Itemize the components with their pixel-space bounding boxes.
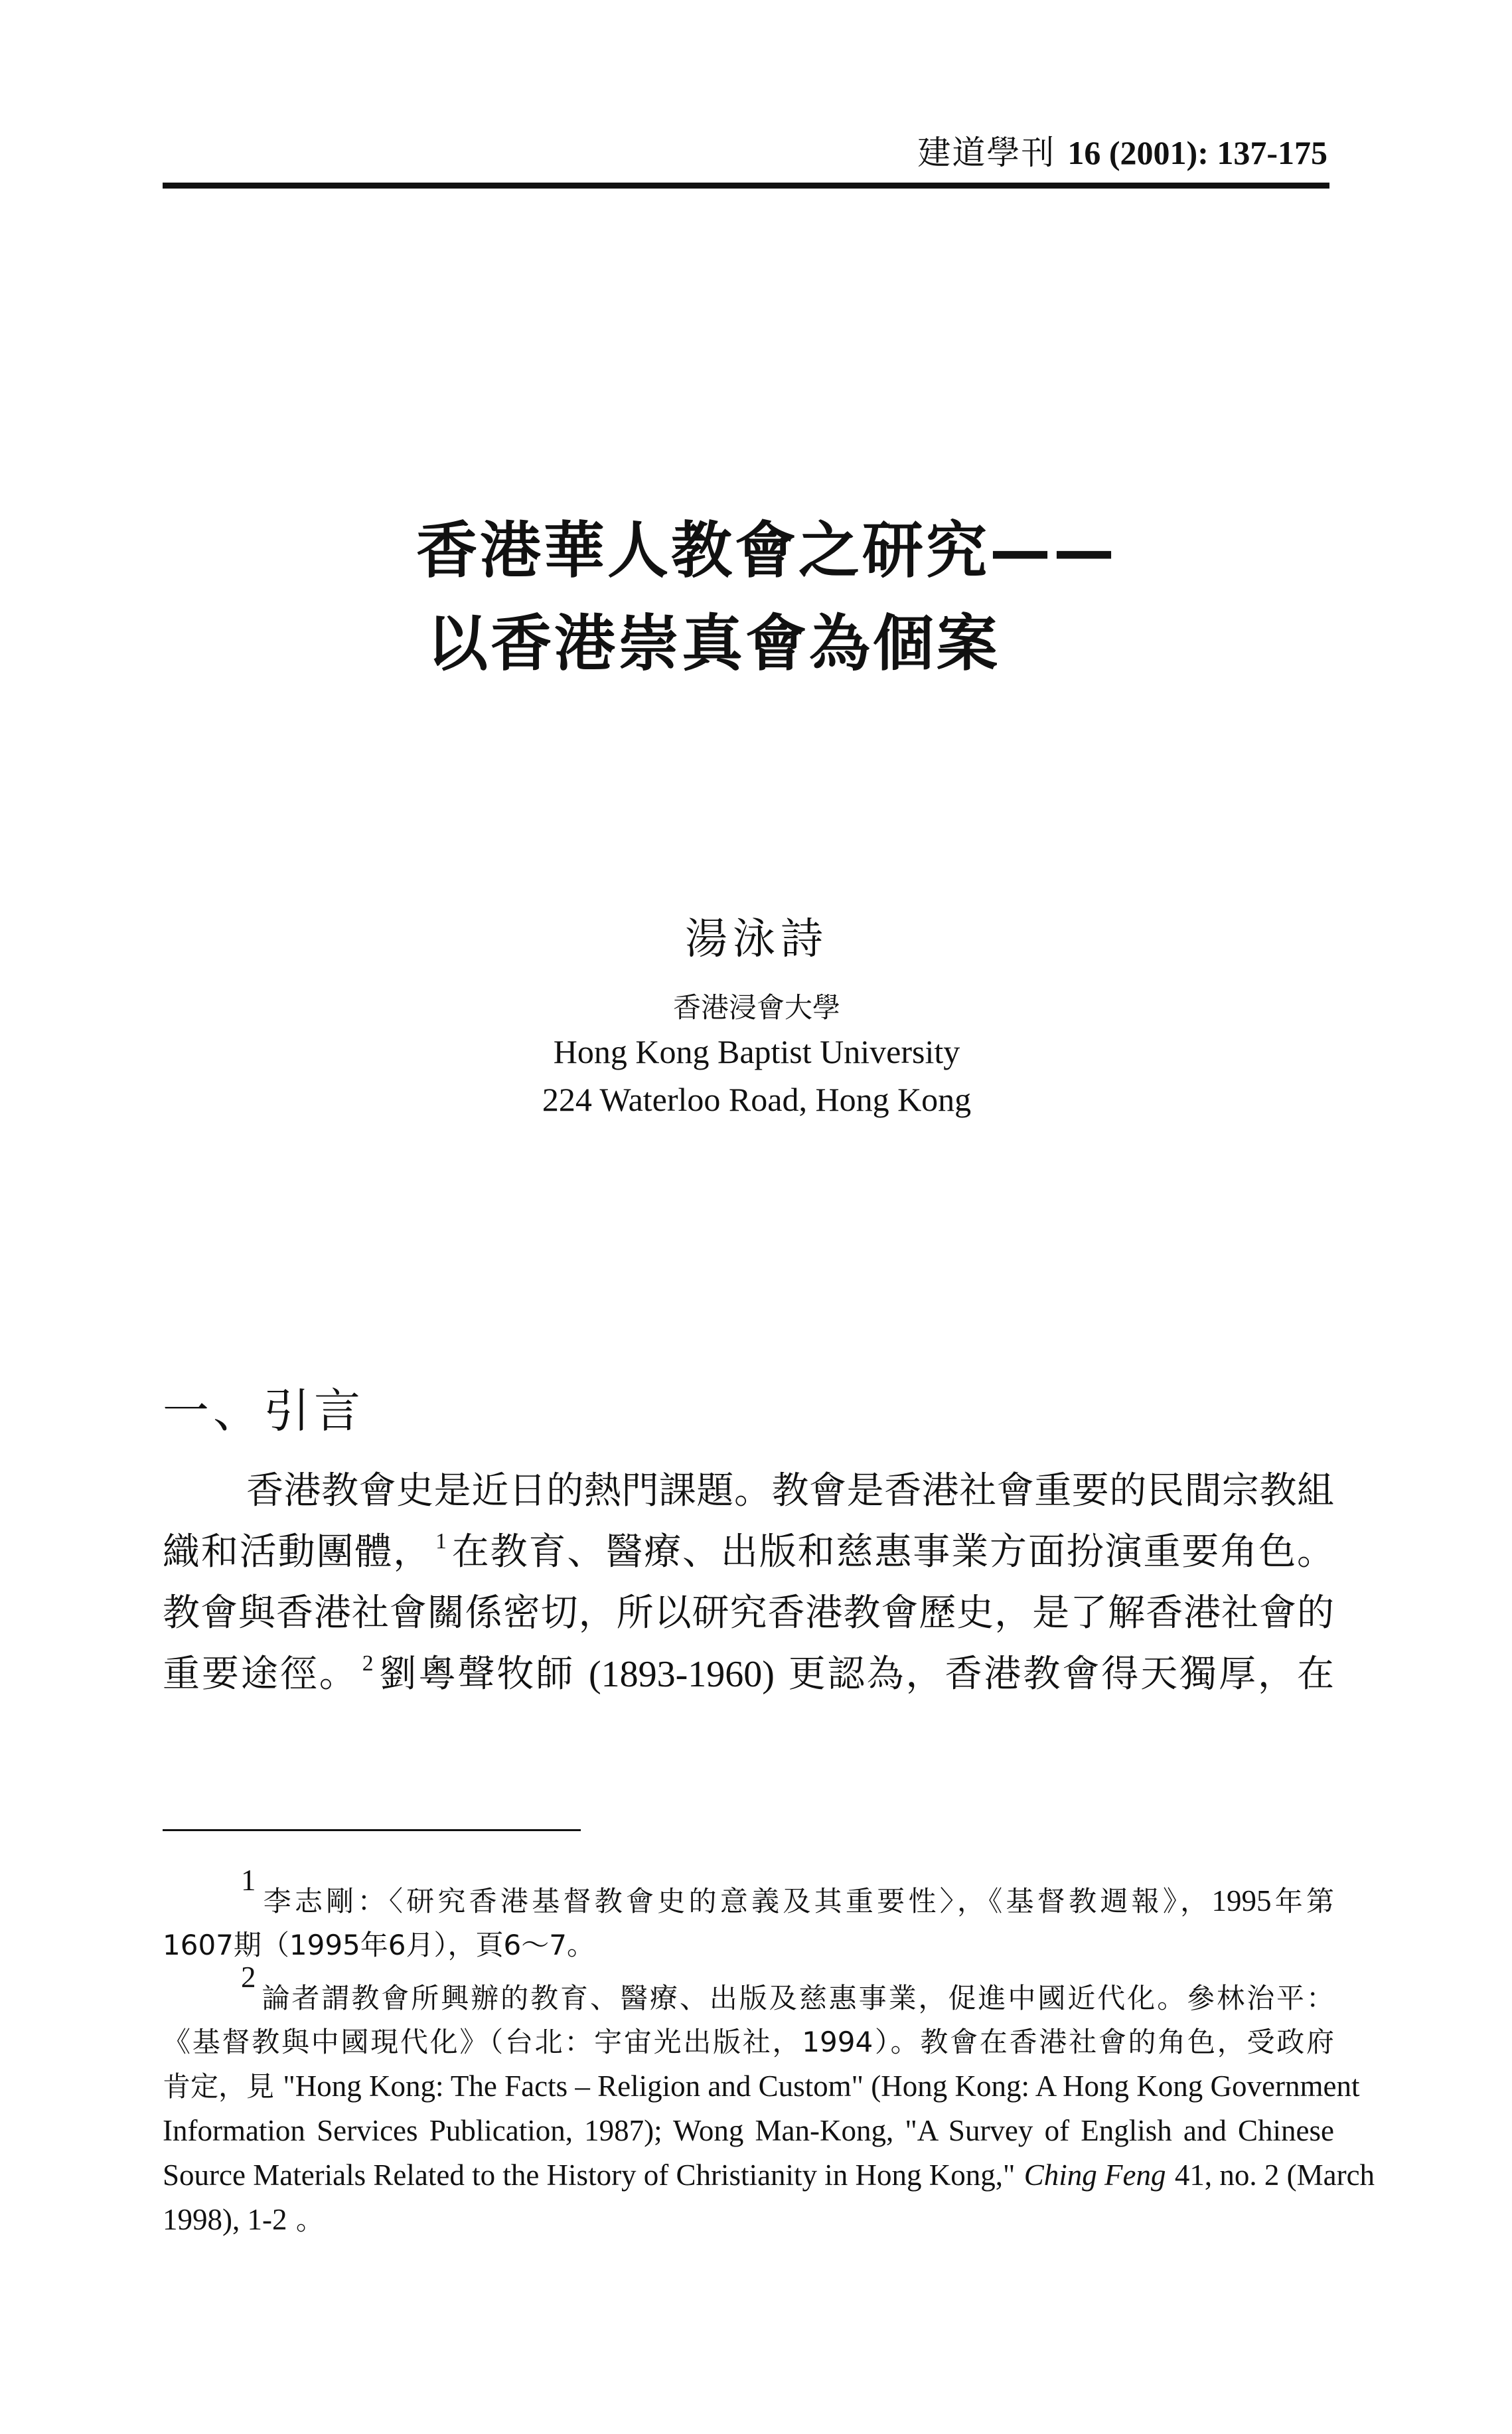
footnote-2 [163, 1960, 1375, 2242]
title-line-1: 香港華人教會之研究—— [416, 515, 1117, 586]
footnote-line: 《基督教與中國現代化》（台北：宇宙光出版社，1994）。教會在香港社會的角色，受政府 [163, 2026, 1334, 2058]
body-paragraph [163, 1461, 1334, 1705]
footnote-marker: 2 [241, 1960, 256, 1994]
footnote-text: "Hong Kong: The Facts – Religion and Custom" (Hong Kong: A Hong Kong Government [283, 2069, 1360, 2103]
footnote-text: Source Materials Related to the History of Christianity in Hong Kong," [163, 2158, 1016, 2192]
footnote-text: 1998), 1-2 [163, 2203, 287, 2236]
footnote-text: 年第 [1271, 1885, 1334, 1917]
title-line-2: 以香港崇真會為個案 [426, 608, 1000, 679]
body-line-2 [163, 1522, 1334, 1583]
footnote-text: 李志剛：〈研究香港基督教會史的意義及其重要性〉，《基督教週報》， [260, 1885, 1212, 1917]
author-block [199, 910, 1314, 1123]
footnote-ref-1[interactable]: 1 [435, 1529, 447, 1554]
footnote-rule [163, 1829, 581, 1831]
footnote-line [163, 2064, 1360, 2109]
footnote-marker: 1 [241, 1863, 256, 1897]
journal-title-italic: Ching Feng [1023, 2158, 1166, 2192]
affiliation-english: Hong Kong Baptist University [553, 1033, 960, 1070]
body-line-3: 教會與香港社會關係密切，所以研究香港教會歷史，是了解香港社會的 [163, 1591, 1334, 1635]
footnote-line [163, 1960, 1334, 2020]
running-header [863, 133, 1327, 173]
body-text: 織和活動團體， [163, 1530, 432, 1574]
body-line-1: 香港教會史是近日的熱門課題。教會是香港社會重要的民間宗教組 [246, 1469, 1334, 1512]
footnote-1 [163, 1863, 1334, 1967]
footnote-text: 肯定，見 [163, 2070, 275, 2103]
footnote-ref-2[interactable]: 2 [362, 1651, 374, 1676]
header-rule [163, 183, 1329, 189]
footnote-text: 。 [295, 2204, 324, 2236]
body-text: 更認為，香港教會得天獨厚，在 [788, 1653, 1334, 1696]
body-text: 重要途徑。 [163, 1653, 358, 1696]
footnote-line [163, 2198, 1334, 2242]
affiliation-chinese: 香港浸會大學 [672, 991, 840, 1024]
journal-citation: 16 (2001): 137-175 [1067, 134, 1327, 171]
footnote-line [163, 2153, 1375, 2198]
section-heading: 一、引言 [163, 1384, 364, 1438]
journal-name: 建道學刊 [917, 133, 1056, 172]
author-name: 湯泳詩 [685, 915, 828, 964]
body-text: 在教育、醫療、出版和慈惠事業方面扮演重要角色。 [450, 1530, 1335, 1574]
footnote-text: 41, no. 2 (March [1174, 2158, 1375, 2192]
body-line-4 [163, 1644, 1334, 1705]
affiliation-address: 224 Waterloo Road, Hong Kong [542, 1081, 972, 1118]
footnote-text: 論者謂教會所興辦的教育、醫療、出版及慈惠事業，促進中國近代化。參林治平： [260, 1982, 1334, 2014]
footnote-line [163, 1863, 1334, 1923]
years-text: (1893-1960) [588, 1654, 775, 1695]
footnotes [163, 1863, 1375, 2251]
article-title [133, 505, 1381, 690]
footnote-text: Information Services Publication, 1987); Wong Man-Kong, "A Survey of English and Chinese [163, 2114, 1334, 2147]
footnote-line: 1607期（1995年6月），頁6～7。 [163, 1929, 595, 1961]
body-text: 劉粵聲牧師 [377, 1653, 575, 1696]
footnote-line [163, 2109, 1334, 2153]
footnote-text: 1995 [1211, 1884, 1272, 1917]
